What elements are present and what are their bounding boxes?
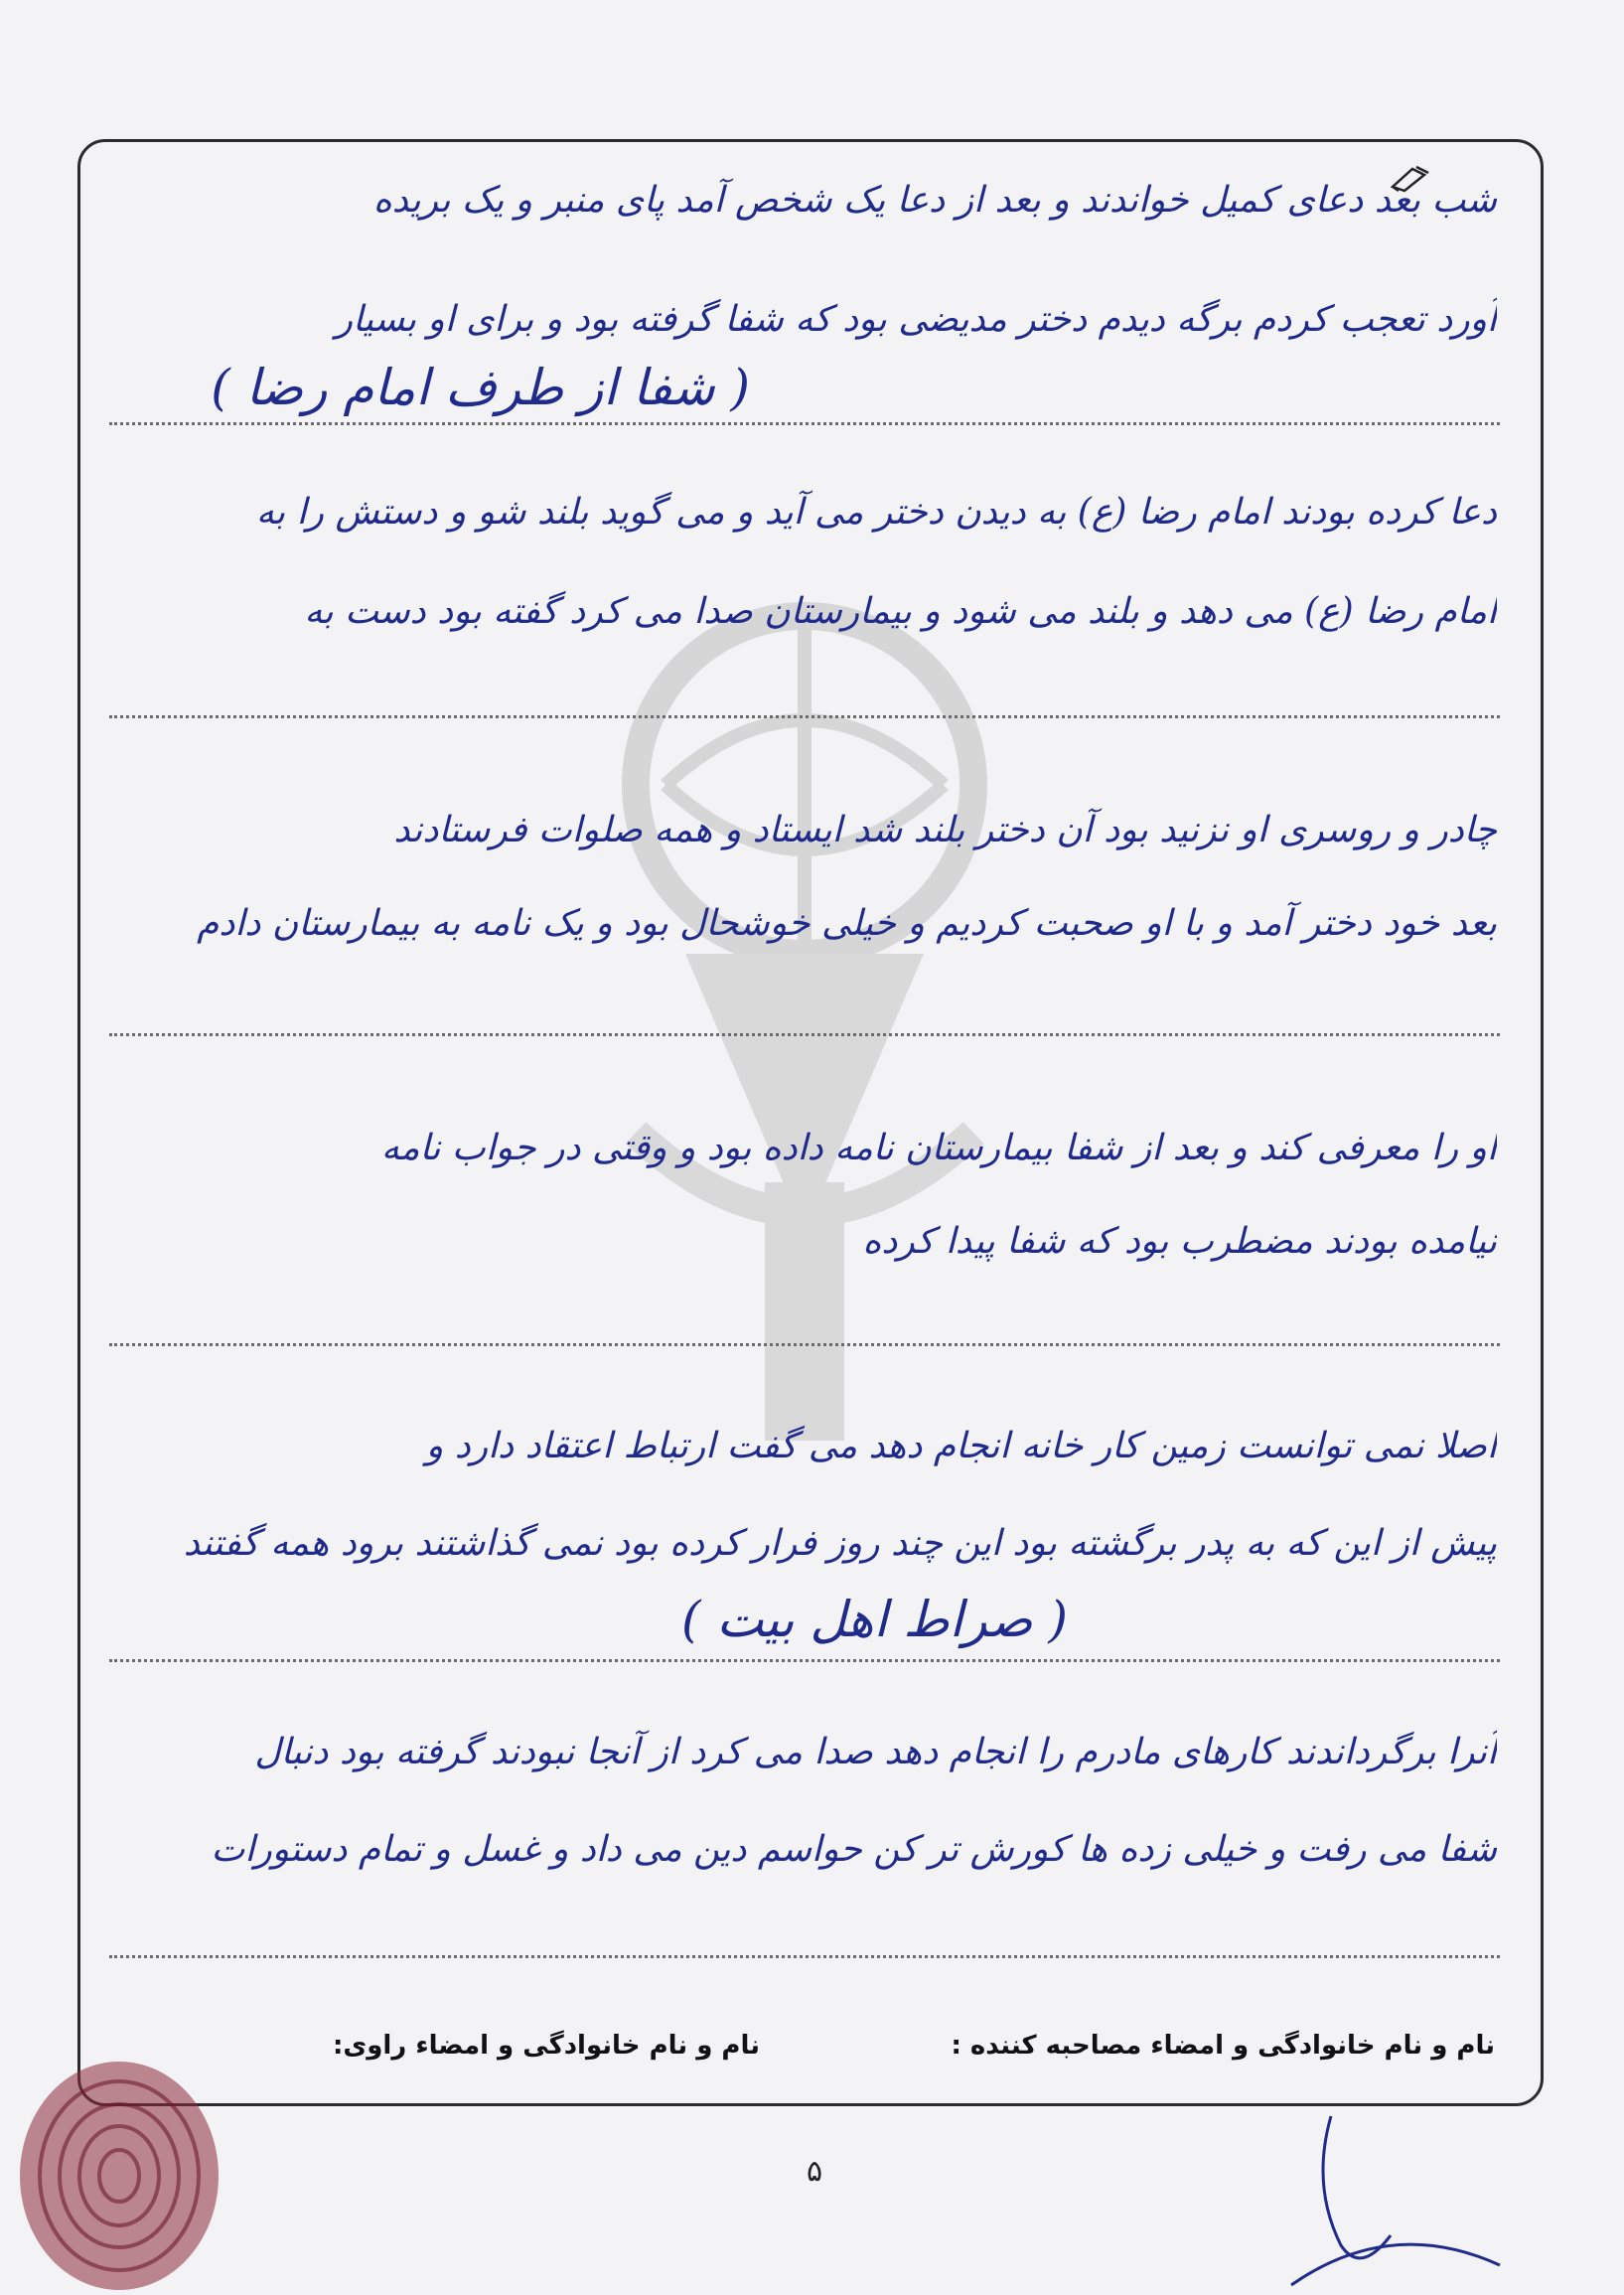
narrator-signature-label: نام و نام خانوادگی و امضاء راوی: bbox=[333, 2031, 760, 2061]
handwritten-heading: ( شفا از طرف امام رضا ) bbox=[211, 359, 750, 416]
handwritten-signature bbox=[1271, 2096, 1624, 2295]
handwritten-line: چادر و روسری او نزنید بود آن دختر بلند شد ایستاد و همه صلوات فرستادند bbox=[393, 810, 1497, 850]
handwritten-line: آنرا برگرداندند کارهای مادرم را انجام دهد صدا می کرد از آنجا نبودند گرفته بود دنبال bbox=[254, 1732, 1497, 1772]
page-border-frame bbox=[77, 139, 1544, 2106]
fingerprint-mark bbox=[0, 2047, 238, 2295]
handwritten-line: دعا کرده بودند امام رضا (ع) به دیدن دختر می آید و می گوید بلند شو و دستش را به bbox=[255, 492, 1497, 533]
handwritten-heading: ( صراط اهل بیت ) bbox=[681, 1591, 1068, 1648]
dotted-rule bbox=[109, 715, 1500, 718]
handwritten-line: شفا می رفت و خیلی زده ها کورش تر کن حواسم دین می داد و غسل و تمام دستورات bbox=[211, 1829, 1497, 1870]
handwritten-line: آورد تعجب کردم برگه دیدم دختر مدیضی بود که شفا گرفته بود و برای او بسیار bbox=[335, 299, 1497, 340]
handwritten-line: امام رضا (ع) می دهد و بلند می شود و بیمارستان صدا می کرد گفته بود دست به bbox=[304, 591, 1497, 632]
handwritten-line: بعد خود دختر آمد و با او صحبت کردیم و خیلی خوشحال بود و یک نامه به بیمارستان دادم bbox=[197, 903, 1497, 944]
dotted-rule bbox=[109, 1659, 1500, 1662]
handwritten-line: پیش از این که به پدر برگشته بود این چند روز فرار کرده بود نمی گذاشتند برود همه گفتند bbox=[183, 1523, 1497, 1564]
interviewer-signature-label: نام و نام خانوادگی و امضاء مصاحبه کننده : bbox=[951, 2031, 1495, 2061]
dotted-rule bbox=[109, 1033, 1500, 1036]
handwritten-line: اصلا نمی توانست زمین کار خانه انجام دهد می گفت ارتباط اعتقاد دارد و bbox=[425, 1426, 1497, 1466]
dotted-rule bbox=[109, 1955, 1500, 1958]
handwritten-line: او را معرفی کند و بعد از شفا بیمارستان نامه داده بود و وقتی در جواب نامه bbox=[380, 1128, 1497, 1168]
dotted-rule bbox=[109, 1343, 1500, 1346]
dotted-rule bbox=[109, 422, 1500, 425]
page-number: ۵ bbox=[806, 2154, 823, 2189]
handwritten-line: نیامده بودند مضطرب بود که شفا پیدا کرده bbox=[862, 1221, 1497, 1262]
handwritten-line: شب بعد دعای کمیل خواندند و بعد از دعا یک شخص آمد پای منبر و یک بریده bbox=[372, 180, 1497, 221]
